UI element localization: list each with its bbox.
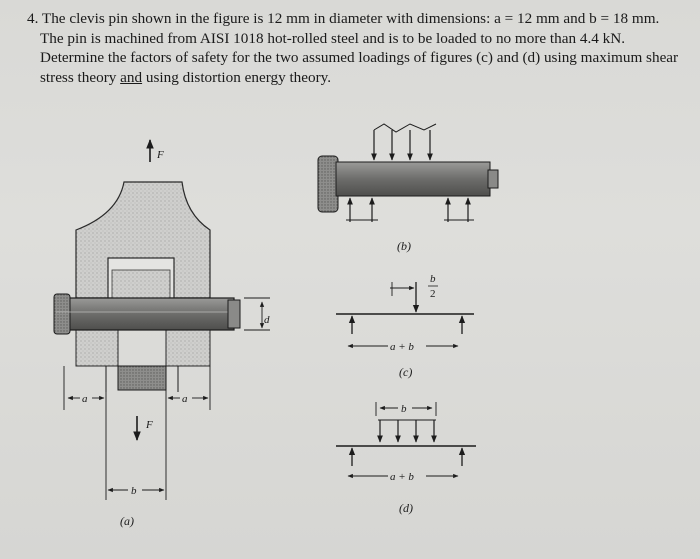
clevis-prong-right [166,330,210,366]
dim-c-span-label: a + b [390,341,414,353]
tongue [118,366,166,390]
dim-a-left-label: a [82,393,88,405]
slot-insert [112,270,170,298]
dim-d-span-label: a + b [390,471,414,483]
dim-d-label: d [264,314,270,326]
force-bottom-label: F [146,419,153,431]
figure-d-loading [336,402,476,515]
pin-end [228,300,240,328]
dim-a-right-label: a [182,393,188,405]
pin-b-head [318,156,338,212]
label-b: (b) [397,239,411,253]
problem-underlined-word: and [120,68,143,86]
figure-a-clevis [54,140,270,528]
figure-c-loading [336,273,474,379]
problem-number: 4. [27,10,39,27]
clevis-prong-left [76,330,118,366]
pin-head [54,294,70,334]
dim-b-half-denominator: 2 [430,288,436,300]
label-a: (a) [120,514,134,528]
force-top-label: F [157,149,164,161]
label-d: (d) [399,501,413,515]
pin-b-body [336,162,490,196]
dim-b-half-numerator: b [430,273,436,285]
problem-text-2: using distortion energy theory. [145,68,332,86]
dim-d-b-label: b [401,403,407,415]
label-c: (c) [399,365,413,379]
figure-b-pin-loading [318,124,498,253]
dim-b-label: b [131,485,137,497]
clevis-pin [56,298,234,330]
problem-text-1: The clevis pin shown in the figure is 12 mm in diameter with dimensions: a = 12 mm and b = 18 mm. The pin is machined from AISI 1018 hot-rolled steel and is to be loaded to no more than 4.4 kN. Determine the factors of safety for the two assumed loadings of figures (c) and (d) using maximum shear stress theory [40,10,679,86]
